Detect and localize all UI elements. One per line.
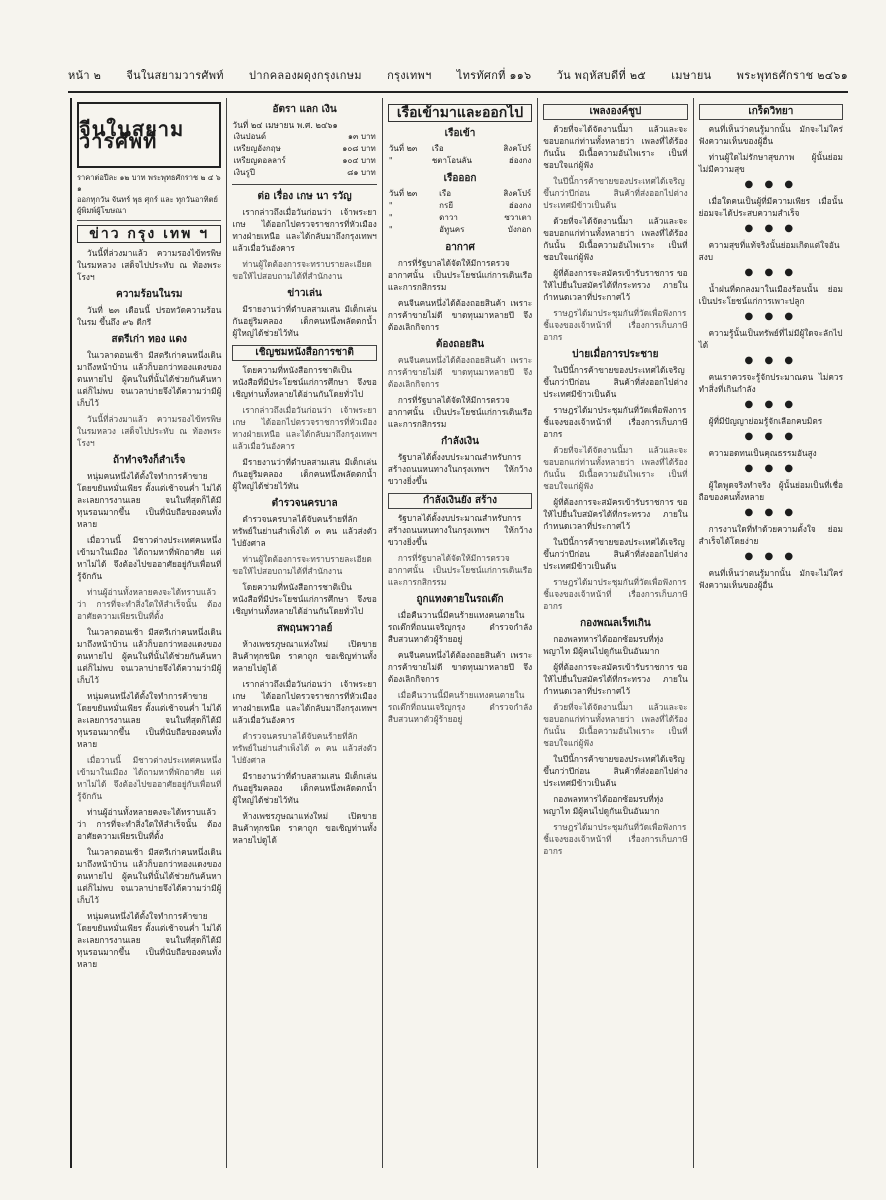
article-text: ในเวลาตอนเช้า มีสตรีเก่าคนหนึ่งเดินมาถึงหน้าบ้าน แล้วก็บอกว่าทองแดงของตนหายไป ผู้คนในที่นั้นได้ช่วยกันค้นหาแต่ก็ไม่พบ จนเวลาบ่ายจึงได้ความว่ามีผู้เก็บไว้ [77,847,222,905]
article-heading: เพลงองค์ชูป [543,104,687,120]
article-text: ราษฎรได้มาประชุมกันที่วัดเพื่อฟังการชี้แจงของเจ้าหน้าที่ เรื่องการเก็บภาษีอากร [543,822,688,856]
article-text: เมื่อคืนวานนี้มีคนร้ายแทงคนตายในรถเต๊กที่ถนนเจริญกรุง ตำรวจกำลังสืบสวนหาตัวผู้ร้ายอยู่ [387,690,533,724]
article-text: ตำรวจนครบาลได้จับคนร้ายที่ลักทรัพย์ในย่านสำเพ็งได้ ๓ คน แล้วส่งตัวไปยังศาล [232,731,377,765]
article-text: ด้วยที่จะได้จัดงานนี้มา แล้วและจะขอบอกแก่ท่านทั้งหลายว่า เพลงที่ได้ร้องกันนั้น มีเนื้อความอันไพเราะ เป็นที่ชอบใจแก่ผู้ฟัง [543,216,688,262]
article-text: เมื่อใดคนเป็นผู้ที่มีความเพียร เมื่อนั้นย่อมจะได้ประสบความสำเร็จ [698,196,844,218]
rate-label: เหรียญอังกฤษ [233,144,281,153]
header-rule [68,91,848,93]
issue-day: วัน พฤหัสบดีที่ ๒๕ [556,69,647,82]
newspaper-columns [70,98,848,1168]
ship-port: ซวาเตา [504,213,532,222]
article-text: ท่านผู้ใดต้องการจะทราบรายละเอียด ขอให้ไปสอบถามได้ที่สำนักงาน [232,259,372,281]
article-text: ความรู้นั้นเป็นทรัพย์ที่ไม่มีผู้ใดจะลักไปได้ [698,328,843,350]
table-row [388,200,532,212]
article-text: มีรายงานว่าที่ตำบลสามเสน มีเด็กเล่นกันอยู่ริมคลอง เด็กคนหนึ่งพลัดตกน้ำ ผู้ใหญ่ได้ช่วยไว้ทัน [232,304,377,338]
masthead-sub-3: ผู้พิมพ์ผู้โฆษณา [77,206,127,215]
article-text: ผู้ที่ต้องการจะสมัครเข้ารับราชการ ขอให้ไปยื่นใบสมัครได้ที่กระทรวง ภายในกำหนดเวลาที่ประกาศไว้ [543,497,688,531]
column-4 [537,98,692,1168]
article-heading: ถูกแทงตายในรถเต๊ก [416,594,504,605]
city: กรุงเทพฯ [387,69,432,82]
shipping-heading: เรือเข้ามาและออกไป [388,104,532,122]
ship-port: สิงคโปร์ [503,189,532,198]
article-text: โดยความที่หนังสือการชาติเป็นหนังสือที่มีประโยชน์แก่การศึกษา จึงขอเชิญท่านทั้งหลายได้อ่านกันโดยทั่วไป [232,582,377,616]
paper-name: จีนในสยามวารศัพท์ [126,69,224,82]
rate-value: ๑๓ บาท [347,132,376,141]
ship-date: " [388,225,393,234]
article-text: ในปีนี้การค้าขายของประเทศได้เจริญขึ้นกว่าปีก่อน สินค้าที่ส่งออกไปต่างประเทศมีข้าวเป็นต้น [543,537,688,571]
article-heading: อากาศ [445,242,475,253]
exchange-heading: อัตรา แลก เงิน [272,104,337,115]
column-2 [226,98,381,1168]
article-text: หนุ่มคนหนึ่งได้ตั้งใจทำการค้าขายโดยขยันหมั่นเพียร ตั้งแต่เช้าจนค่ำ ไม่ได้ละเลยการงานเลย จนในที่สุดก็ได้มีทุนรอนมากขึ้น เป็นที่นับถือของคนทั้งหลาย [77,911,222,969]
ship-date: วันที่ ๒๓ [388,144,418,153]
separator-dots: ● ● ● [744,223,798,234]
article-text: ในเวลาตอนเช้า มีสตรีเก่าคนหนึ่งเดินมาถึงหน้าบ้าน แล้วก็บอกว่าทองแดงของตนหายไป ผู้คนในที่นั้นได้ช่วยกันค้นหาแต่ก็ไม่พบ จนเวลาบ่ายจึงได้ความว่ามีผู้เก็บไว้ [77,350,222,408]
ship-name: กรยี [439,201,453,210]
article-text: เมื่อวานนี้ มีชาวต่างประเทศคนหนึ่งเข้ามาในเมือง ได้ถามหาที่พักอาศัย แต่หาไม่ได้ จึงต้องไปขออาศัยอยู่กับเพื่อนที่รู้จักกัน [77,535,222,581]
article-text: ผู้ที่มีปัญญาย่อมรู้จักเลือกคบมิตร [708,416,823,426]
ships-in-table [388,143,532,167]
article-text: ท่านผู้ใดต้องการจะทราบรายละเอียด ขอให้ไปสอบถามได้ที่สำนักงาน [232,554,372,576]
article-text: หนุ่มคนหนึ่งได้ตั้งใจทำการค้าขายโดยขยันหมั่นเพียร ตั้งแต่เช้าจนค่ำ ไม่ได้ละเลยการงานเลย จนในที่สุดก็ได้มีทุนรอนมากขึ้น เป็นที่นับถือของคนทั้งหลาย [77,691,222,749]
separator-dots: ● ● ● [744,551,798,562]
page-header [68,64,848,86]
ships-in-heading: เรือเข้า [444,128,476,139]
article-text: ท่านผู้อ่านทั้งหลายคงจะได้ทราบแล้วว่า การที่จะทำสิ่งใดให้สำเร็จนั้น ต้องอาศัยความเพียรเป็นที่ตั้ง [77,587,222,621]
table-row [388,188,532,200]
rate-label: เหรียญดอลลาร์ [233,156,286,165]
article-text: เรากล่าวถึงเมื่อวันก่อนว่า เจ้าพระยาเกษ ได้ออกไปตรวจราชการที่หัวเมืองทางฝ่ายเหนือ และได้กลับมาถึงกรุงเทพฯ แล้วเมื่อวันอังคาร [232,679,377,725]
article-text: การงานใดที่ทำด้วยความตั้งใจ ย่อมสำเร็จได้โดยง่าย [698,524,844,546]
ship-name: เรือ [431,144,444,153]
article-heading: สตรีเก่า ทอง แดง [111,334,187,345]
ship-date: " [388,201,393,210]
page-number: หน้า ๒ [68,69,102,82]
ship-name: เรือ [439,189,452,198]
separator-dots: ● ● ● [744,431,798,442]
article-text: โดยความที่หนังสือการชาติเป็นหนังสือที่มีประโยชน์แก่การศึกษา จึงขอเชิญท่านทั้งหลายได้อ่านกันโดยทั่วไป [232,365,377,399]
ship-name: ชตาโอนลัน [431,156,472,165]
article-text: เรากล่าวถึงเมื่อวันก่อนว่า เจ้าพระยาเกษ ได้ออกไปตรวจราชการที่หัวเมืองทางฝ่ายเหนือ และได้กลับมาถึงกรุงเทพฯ แล้วเมื่อวันอังคาร [232,405,377,451]
article-text: รัฐบาลได้ตั้งงบประมาณสำหรับการสร้างถนนหนทางในกรุงเทพฯ ให้กว้างขวางยิ่งขึ้น [387,513,533,547]
article-text: วันนี้ที่ล่วงมาแล้ว ความรองไข้ทรพิษในรมหลวง เสด็จไปประทับ ณ ท้องพระโรงฯ [77,248,222,282]
article-text: ราษฎรได้มาประชุมกันที่วัดเพื่อฟังการชี้แจงของเจ้าหน้าที่ เรื่องการเก็บภาษีอากร [543,308,688,342]
rate-value: ๑๐๔ บาท [342,156,376,165]
article-text: รัฐบาลได้ตั้งงบประมาณสำหรับการสร้างถนนหนทางในกรุงเทพฯ ให้กว้างขวางยิ่งขึ้น [387,452,533,486]
article-heading: บ่ายเมื่อการประชาย [572,349,659,360]
article-text: ในปีนี้การค้าขายของประเทศได้เจริญขึ้นกว่าปีก่อน สินค้าที่ส่งออกไปต่างประเทศมีข้าวเป็นต้น [543,176,688,210]
masthead-info [77,172,221,221]
article-text: การที่รัฐบาลได้จัดให้มีการตรวจอากาศนั้น เป็นประโยชน์แก่การเดินเรือและการกสิกรรม [387,258,533,292]
table-row [232,155,376,167]
article-text: คนจีนคนหนึ่งได้ต้องถอยสินค้า เพราะการค้าขายไม่ดี ขาดทุนมาหลายปี จึงต้องเลิกกิจการ [387,650,533,684]
article-text: ด้วยที่จะได้จัดงานนี้มา แล้วและจะขอบอกแก่ท่านทั้งหลายว่า เพลงที่ได้ร้องกันนั้น มีเนื้อความอันไพเราะ เป็นที่ชอบใจแก่ผู้ฟัง [543,445,688,491]
article-text: ในปีนี้การค้าขายของประเทศได้เจริญขึ้นกว่าปีก่อน สินค้าที่ส่งออกไปต่างประเทศมีข้าวเป็นต้น [543,754,688,788]
table-row [232,167,376,179]
article-heading: เชิญชมหนังสือการชาติ [232,345,376,361]
issue-year: พระพุทธศักราช ๒๔๖๑ [736,69,848,82]
article-text: ห้างเพชรภูษณาแห่งใหม่ เปิดขายสินค้าทุกชนิด ราคาถูก ขอเชิญท่านทั้งหลายไปดูได้ [232,811,377,845]
ship-port: สิงคโปร์ [503,144,532,153]
article-text: ห้างเพชรภูษณาแห่งใหม่ เปิดขายสินค้าทุกชนิด ราคาถูก ขอเชิญท่านทั้งหลายไปดูได้ [232,639,377,673]
article-text: ด้วยที่จะได้จัดงานนี้มา แล้วและจะขอบอกแก่ท่านทั้งหลายว่า เพลงที่ได้ร้องกันนั้น มีเนื้อความอันไพเราะ เป็นที่ชอบใจแก่ผู้ฟัง [543,124,688,170]
table-row [388,155,532,167]
ship-date: วันที่ ๒๓ [388,189,418,198]
article-text: ผู้ที่ต้องการจะสมัครเข้ารับราชการ ขอให้ไปยื่นใบสมัครได้ที่กระทรวง ภายในกำหนดเวลาที่ประกาศไว้ [543,268,688,302]
article-text: การที่รัฐบาลได้จัดให้มีการตรวจอากาศนั้น เป็นประโยชน์แก่การเดินเรือและการกสิกรรม [387,553,533,587]
separator-dots: ● ● ● [744,399,798,410]
article-text: คนเราควรจะรู้จักประมาณตน ไม่ควรทำสิ่งที่เกินกำลัง [698,372,844,394]
issue-weekday: ไทรทัศกที่ ๑๑๖ [456,69,532,82]
separator-dots: ● ● ● [744,311,798,322]
article-text: คนที่เห็นว่าตนรู้มากนั้น มักจะไม่ใคร่ฟังความเห็นของผู้อื่น [698,568,844,590]
masthead-sub-1: ราคาต่อปีละ ๑๒ บาท พระพุทธศักราช ๒ ๔ ๖ ๑ [77,173,221,193]
article-text: ราษฎรได้มาประชุมกันที่วัดเพื่อฟังการชี้แจงของเจ้าหน้าที่ เรื่องการเก็บภาษีอากร [543,577,688,611]
article-text: ท่านผู้อ่านทั้งหลายคงจะได้ทราบแล้วว่า การที่จะทำสิ่งใดให้สำเร็จนั้น ต้องอาศัยความเพียรเป็นที่ตั้ง [77,807,222,841]
section-title: ข่าว กรุง เทพ ฯ [77,225,221,243]
ship-name: อัทูนคร [439,225,465,234]
masthead-title: จีนในสยามวารศัพท์ [77,102,221,168]
table-row [232,131,376,143]
divider [232,184,376,185]
article-text: คนที่เห็นว่าตนรู้มากนั้น มักจะไม่ใคร่ฟังความเห็นของผู้อื่น [698,124,844,146]
column-5 [693,98,848,1168]
rate-label: เงินปอนด์ [233,132,267,141]
article-heading: เกร็ดวิทยา [699,104,843,120]
article-text: วันนี้ที่ล่วงมาแล้ว ความรองไข้ทรพิษในรมหลวง เสด็จไปประทับ ณ ท้องพระโรงฯ [77,414,222,448]
article-text: ตำรวจนครบาลได้จับคนร้ายที่ลักทรัพย์ในย่านสำเพ็งได้ ๓ คน แล้วส่งตัวไปยังศาล [232,514,377,548]
ship-date: " [388,213,393,222]
article-heading: กำลังเงิน [441,436,479,447]
article-text: กองพลทหารได้ออกซ้อมรบที่ทุ่งพญาไท มีผู้คนไปดูกันเป็นอันมาก [543,634,664,656]
article-text: น้ำฝนที่ตกลงมาในเมืองร้อนนั้น ย่อมเป็นประโยชน์แก่การเพาะปลูก [698,284,844,306]
masthead-sub-2: ออกทุกวัน จันทร์ พุธ ศุกร์ และ ทุกวันอาทิตย์ [77,195,218,204]
table-row [232,143,376,155]
article-heading: กองพณลเร็ทเกิน [580,618,651,629]
article-heading: ตำรวจนครบาล [271,498,338,509]
ship-port: บังกอก [507,225,532,234]
ship-port: ฮ่องกง [508,201,532,210]
table-row [388,224,532,236]
article-text: คนจีนคนหนึ่งได้ต้องถอยสินค้า เพราะการค้าขายไม่ดี ขาดทุนมาหลายปี จึงต้องเลิกกิจการ [387,298,533,332]
office-location: ปากคลองผดุงกรุงเกษม [249,69,362,82]
ships-out-table [388,188,532,236]
ships-out-heading: เรือออก [443,173,477,184]
column-1 [70,98,226,1168]
table-row [388,212,532,224]
separator-dots: ● ● ● [744,179,798,190]
ship-date: " [388,156,393,165]
article-text: กองพลทหารได้ออกซ้อมรบที่ทุ่งพญาไท มีผู้คนไปดูกันเป็นอันมาก [543,794,664,816]
article-text: การที่รัฐบาลได้จัดให้มีการตรวจอากาศนั้น เป็นประโยชน์แก่การเดินเรือและการกสิกรรม [387,395,533,429]
ship-port: ฮ่องกง [508,156,532,165]
article-text: ผู้ใดพูดจริงทำจริง ผู้นั้นย่อมเป็นที่เชื่อถือของคนทั้งหลาย [698,480,844,502]
rate-label: เงินรูปี [233,168,255,177]
article-heading: ความร้อนในรม [116,289,183,300]
article-text: ด้วยที่จะได้จัดงานนี้มา แล้วและจะขอบอกแก่ท่านทั้งหลายว่า เพลงที่ได้ร้องกันนั้น มีเนื้อความอันไพเราะ เป็นที่ชอบใจแก่ผู้ฟัง [543,702,688,748]
article-text: มีรายงานว่าที่ตำบลสามเสน มีเด็กเล่นกันอยู่ริมคลอง เด็กคนหนึ่งพลัดตกน้ำ ผู้ใหญ่ได้ช่วยไว้ทัน [232,457,377,491]
separator-dots: ● ● ● [744,355,798,366]
ship-name: ดาวา [439,213,458,222]
article-text: ในปีนี้การค้าขายของประเทศได้เจริญขึ้นกว่าปีก่อน สินค้าที่ส่งออกไปต่างประเทศมีข้าวเป็นต้น [543,365,688,399]
article-text: เรากล่าวถึงเมื่อวันก่อนว่า เจ้าพระยาเกษ ได้ออกไปตรวจราชการที่หัวเมืองทางฝ่ายเหนือ และได้กลับมาถึงกรุงเทพฯ แล้วเมื่อวันอังคาร [232,207,377,253]
article-heading: ต้องถอยสิน [435,339,485,350]
rate-value: ๘๑ บาท [347,168,376,177]
article-text: เมื่อคืนวานนี้มีคนร้ายแทงคนตายในรถเต๊กที่ถนนเจริญกรุง ตำรวจกำลังสืบสวนหาตัวผู้ร้ายอยู่ [387,610,533,644]
exchange-date: วันที่ ๒๔ เมษายน พ.ศ. ๒๔๖๑ [232,120,338,130]
article-text: วันที่ ๒๓ เดือนนี้ ปรอทวัดความร้อนในรม ขึ้นถึง ๙๖ ดีกรี [77,305,222,327]
exchange-table [232,131,376,179]
article-heading: ข่าวเล่น [287,288,322,299]
separator-dots: ● ● ● [744,463,798,474]
issue-month: เมษายน [671,69,712,82]
article-heading: ถ้าทำจริงก็สำเร็จ [112,455,186,466]
article-text: ความสุขที่แท้จริงนั้นย่อมเกิดแต่ใจอันสงบ [698,240,840,262]
rate-value: ๑๐๘ บาท [342,144,376,153]
table-row [388,143,532,155]
article-heading: สพฤนพวาลย์ [276,623,333,634]
column-3 [382,98,537,1168]
article-heading: ต่อ เรื่อง เกษ นา รวัญ [257,191,352,202]
article-text: ผู้ที่ต้องการจะสมัครเข้ารับราชการ ขอให้ไปยื่นใบสมัครได้ที่กระทรวง ภายในกำหนดเวลาที่ประกาศไว้ [543,662,688,696]
separator-dots: ● ● ● [744,507,798,518]
article-text: ราษฎรได้มาประชุมกันที่วัดเพื่อฟังการชี้แจงของเจ้าหน้าที่ เรื่องการเก็บภาษีอากร [543,405,688,439]
article-text: ความอดทนเป็นคุณธรรมอันสูง [708,448,817,458]
article-text: คนจีนคนหนึ่งได้ต้องถอยสินค้า เพราะการค้าขายไม่ดี ขาดทุนมาหลายปี จึงต้องเลิกกิจการ [387,355,533,389]
article-text: ในเวลาตอนเช้า มีสตรีเก่าคนหนึ่งเดินมาถึงหน้าบ้าน แล้วก็บอกว่าทองแดงของตนหายไป ผู้คนในที่นั้นได้ช่วยกันค้นหาแต่ก็ไม่พบ จนเวลาบ่ายจึงได้ความว่ามีผู้เก็บไว้ [77,627,222,685]
article-text: ท่านผู้ใดไม่รักษาสุขภาพ ผู้นั้นย่อมไม่มีความสุข [698,152,844,174]
article-text: มีรายงานว่าที่ตำบลสามเสน มีเด็กเล่นกันอยู่ริมคลอง เด็กคนหนึ่งพลัดตกน้ำ ผู้ใหญ่ได้ช่วยไว้ทัน [232,771,377,805]
article-text: เมื่อวานนี้ มีชาวต่างประเทศคนหนึ่งเข้ามาในเมือง ได้ถามหาที่พักอาศัย แต่หาไม่ได้ จึงต้องไปขออาศัยอยู่กับเพื่อนที่รู้จักกัน [77,755,222,801]
separator-dots: ● ● ● [744,267,798,278]
article-text: หนุ่มคนหนึ่งได้ตั้งใจทำการค้าขายโดยขยันหมั่นเพียร ตั้งแต่เช้าจนค่ำ ไม่ได้ละเลยการงานเลย จนในที่สุดก็ได้มีทุนรอนมากขึ้น เป็นที่นับถือของคนทั้งหลาย [77,471,222,529]
article-heading: กำลังเงินยัง สร้าง [388,493,532,509]
